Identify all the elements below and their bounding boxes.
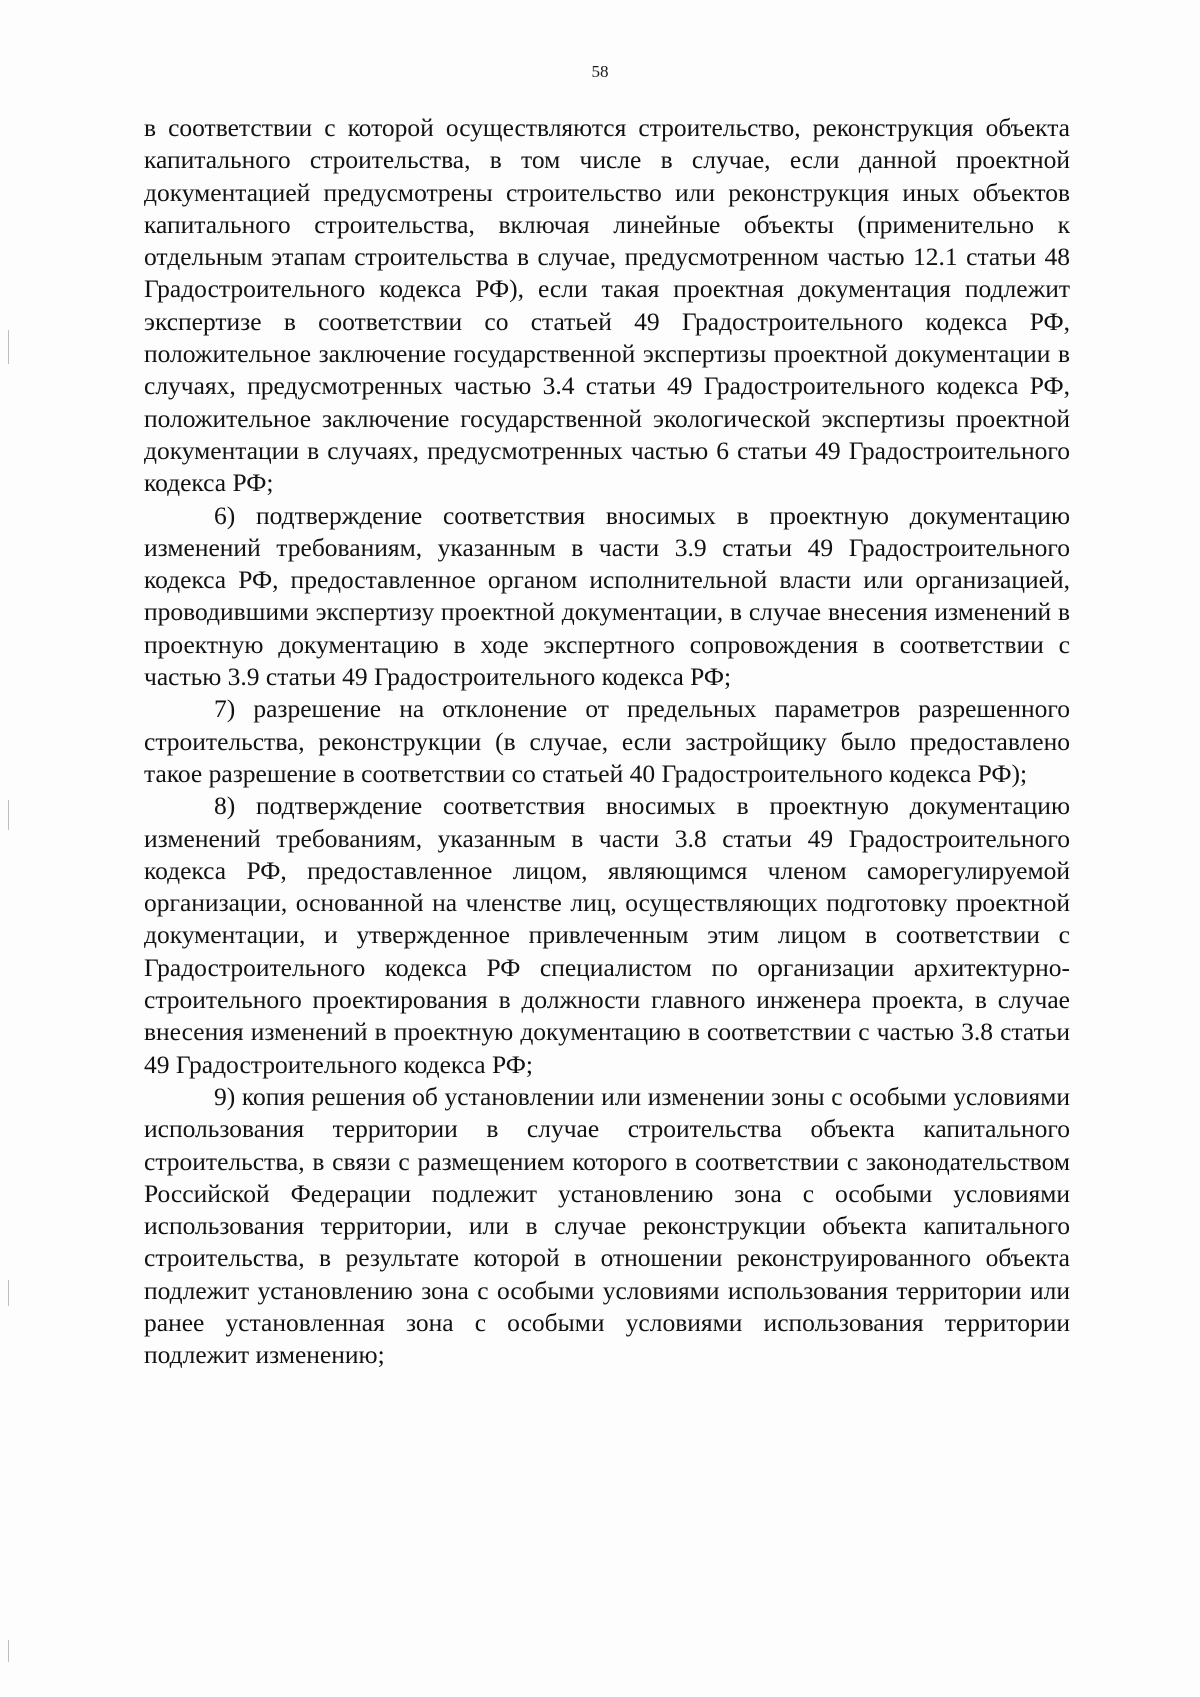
- paragraph-item-9: 9) копия решения об установлении или изменении зоны с особыми условиями использования территории в случае строительства объекта капитального строительства, в связи с размещением которого в соответствии с законодательством Российской Федерации подлежит установлению зона с особыми условиями использования территории, или в случае реконструкции объекта капитального строительства, в результате которой в отношении реконструированного объекта подлежит установлению зона с особыми условиями использования территории или ранее установленная зона с особыми условиями использования территории подлежит изменению;: [144, 1081, 1070, 1370]
- document-body: [144, 112, 1070, 1372]
- scan-margin-mark: [8, 800, 9, 830]
- paragraph-item-7: 7) разрешение на отклонение от предельных параметров разрешенного строительства, реконструкции (в случае, если застройщику было предоставлено такое разрешение в соответствии со статьей 40 Градостроительного кодекса РФ);: [144, 694, 1070, 788]
- page-number: 58: [591, 62, 609, 81]
- paragraph-continuation: в соответствии с которой осуществляются строительство, реконструкция объекта капитального строительства, в том числе в случае, если данной проектной документацией предусмотрены строительство или реконструкция иных объектов капитального строительства, включая линейные объекты (применительно к отдельным этапам строительства в случае, предусмотренном частью 12.1 статьи 48 Градостроительного кодекса РФ), если такая проектная документация подлежит экспертизе в соответствии со статьей 49 Градостроительного кодекса РФ, положительное заключение государственной экспертизы проектной документации в случаях, предусмотренных частью 3.4 статьи 49 Градостроительного кодекса РФ, положительное заключение государственной экологической экспертизы проектной документации в случаях, предусмотренных частью 6 статьи 49 Градостроительного кодекса РФ;: [144, 113, 1070, 498]
- scan-margin-mark: [8, 330, 9, 364]
- scan-margin-mark: [8, 1640, 9, 1662]
- paragraph-item-6: 6) подтверждение соответствия вносимых в проектную документацию изменений требованиям, указанным в части 3.9 статьи 49 Градостроительного кодекса РФ, предоставленное органом исполнительной власти или организацией, проводившими экспертизу проектной документации, в случае внесения изменений в проектную документацию в ходе экспертного сопровождения в соответствии с частью 3.9 статьи 49 Градостроительного кодекса РФ;: [144, 500, 1070, 692]
- scan-margin-mark: [8, 1280, 9, 1306]
- paragraph-item-8: 8) подтверждение соответствия вносимых в проектную документацию изменений требованиям, указанным в части 3.8 статьи 49 Градостроительного кодекса РФ, предоставленное лицом, являющимся членом саморегулируемой организации, основанной на членстве лиц, осуществляющих подготовку проектной документации, и утвержденное привлеченным этим лицом в соответствии с Градостроительного кодекса РФ специалистом по организации архитектурно-строительного проектирования в должности главного инженера проекта, в случае внесения изменений в проектную документацию в соответствии с частью 3.8 статьи 49 Градостроительного кодекса РФ;: [144, 791, 1070, 1079]
